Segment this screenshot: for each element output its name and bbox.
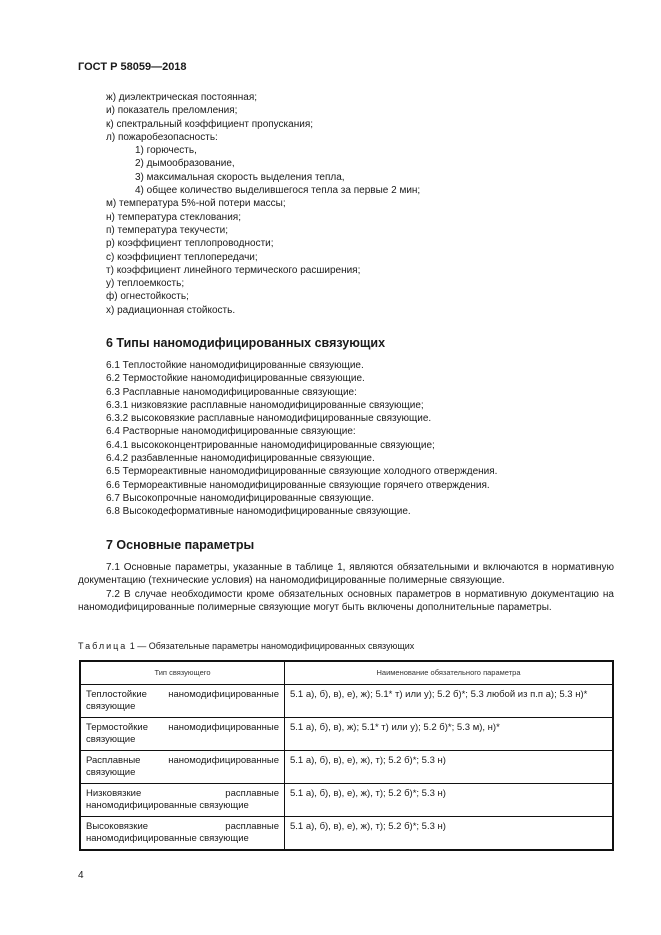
page-number: 4 [78, 870, 84, 881]
list-item: 6.8 Высокодеформативные наномодифицированные связующие. [106, 506, 411, 518]
list-item: 6.3.2 высоковязкие расплавные наномодифицированные связующие. [106, 413, 432, 425]
table-header-cell: Тип связующего [80, 661, 285, 685]
property-list [106, 91, 420, 317]
list-item: с) коэффициент теплопередачи; [106, 251, 258, 263]
list-item: р) коэффициент теплопроводности; [106, 238, 274, 250]
list-item: 6.1 Теплостойкие наномодифицированные связующие. [106, 360, 364, 371]
list-item: х) радиационная стойкость. [106, 304, 236, 316]
list-item: 6.3.1 низковязкие расплавные наномодифицированные связующие; [106, 399, 424, 411]
parameter-cell: 5.1 а), б), в), е), ж), т); 5.2 б)*; 5.3 н) [285, 817, 614, 851]
list-item: у) теплоемкость; [106, 278, 185, 290]
binder-type-cell: Теплостойкие наномодифицированные связующие [80, 685, 285, 718]
document-header: ГОСТ Р 58059—2018 [78, 61, 187, 73]
list-item: л) пожаробезопасность: [106, 131, 218, 143]
list-item: м) температура 5%-ной потери массы; [106, 198, 286, 210]
section-7-title: 7 Основные параметры [106, 538, 255, 552]
list-item: и) показатель преломления; [106, 105, 238, 117]
paragraph-7-2: 7.2 В случае необходимости кроме обязательных основных параметров в нормативную документацию на наномодифицированные полимерные связующие могут быть включены дополнительные параметры. [78, 589, 614, 614]
list-item: н) температура стеклования; [106, 211, 241, 223]
list-item: 6.4.2 разбавленные наномодифицированные связующие. [106, 453, 375, 465]
list-item: 6.4 Растворные наномодифицированные связующие: [106, 426, 356, 438]
section-6-list [106, 359, 497, 519]
list-item: 4) общее количество выделившегося тепла за первые 2 мин; [135, 185, 421, 197]
list-item: 6.6 Термореактивные наномодифицированные связующие горячего отверждения. [106, 479, 490, 491]
list-item: 3) максимальная скорость выделения тепла, [135, 171, 345, 183]
table-row [80, 784, 613, 817]
list-item: 6.5 Термореактивные наномодифицированные связующие холодного отверждения. [106, 466, 498, 478]
table-row [80, 817, 613, 851]
list-item: 1) горючесть, [135, 145, 197, 157]
table-row [80, 685, 613, 718]
list-item: 6.4.1 высококонцентрированные наномодифицированные связующие; [106, 439, 435, 451]
table-header-cell: Наименование обязательного параметра [285, 661, 614, 685]
parameter-cell: 5.1 а), б), в), е), ж), т); 5.2 б)*; 5.3 н) [285, 751, 614, 784]
parameter-cell: 5.1 а), б), в), е), ж); 5.1* т) или у); 5.2 б)*; 5.3 любой из п.п а); 5.3 н)* [285, 685, 614, 718]
table-row [80, 718, 613, 751]
binder-type-cell: Термостойкие наномодифицированные связующие [80, 718, 285, 751]
list-item: ф) огнестойкость; [106, 291, 189, 303]
list-item: п) температура текучести; [106, 224, 229, 236]
binder-type-cell: Высоковязкие расплавные наномодифицированные связующие [80, 817, 285, 851]
binder-type-cell: Расплавные наномодифицированные связующие [80, 751, 285, 784]
parameters-table [79, 660, 614, 851]
list-item: т) коэффициент линейного термического расширения; [106, 264, 361, 276]
list-item: ж) диэлектрическая постоянная; [106, 92, 258, 103]
paragraph-7-1: 7.1 Основные параметры, указанные в таблице 1, являются обязательными и включаются в нормативную документацию (технические условия) на наномодифицированные полимерные связующие. [78, 562, 614, 587]
table-row [80, 751, 613, 784]
list-item: 2) дымообразование, [135, 158, 235, 170]
parameter-cell: 5.1 а), б), в), ж); 5.1* т) или у); 5.2 б)*; 5.3 м), н)* [285, 718, 614, 751]
list-item: 6.2 Термостойкие наномодифицированные связующие. [106, 373, 365, 385]
list-item: к) спектральный коэффициент пропускания; [106, 118, 314, 130]
section-6-title: 6 Типы наномодифицированных связующих [106, 336, 386, 350]
list-item: 6.3 Расплавные наномодифицированные связующие: [106, 386, 357, 398]
binder-type-cell: Низковязкие расплавные наномодифицированные связующие [80, 784, 285, 817]
table-caption: Таблица 1 — Обязательные параметры наномодифицированных связующих [78, 641, 415, 651]
list-item: 6.7 Высокопрочные наномодифицированные связующие. [106, 492, 374, 504]
parameter-cell: 5.1 а), б), в), е), ж), т); 5.2 б)*; 5.3 н) [285, 784, 614, 817]
